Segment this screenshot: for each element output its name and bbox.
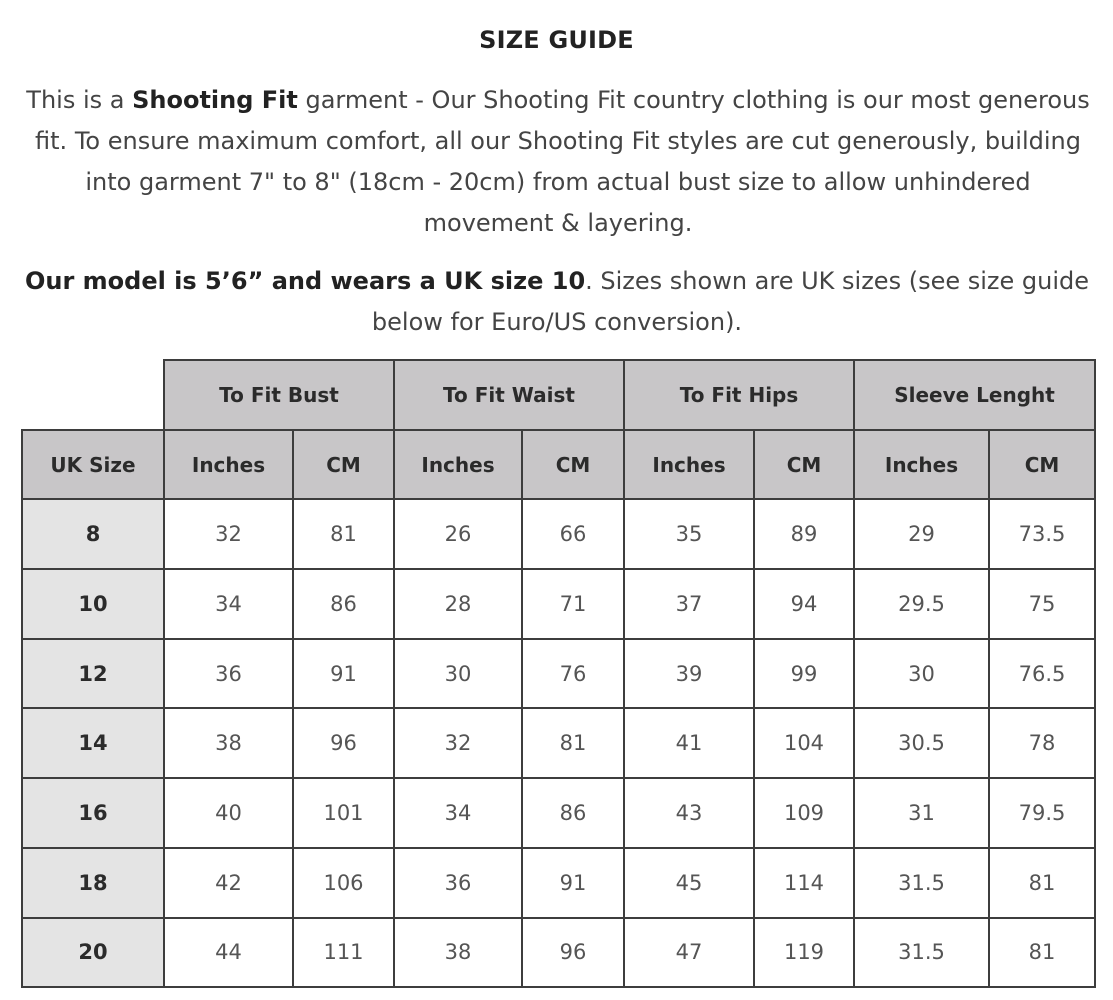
hips-inches-cell: 45 (624, 848, 754, 918)
hips-cm-cell: 109 (754, 778, 854, 848)
waist-inches-header: Inches (394, 430, 522, 500)
bust-inches-cell: 34 (164, 569, 293, 639)
hips-cm-cell: 94 (754, 569, 854, 639)
bust-inches-cell: 36 (164, 639, 293, 709)
bust-inches-cell: 44 (164, 918, 293, 988)
group-header-sleeve: Sleeve Lenght (854, 360, 1095, 430)
sleeve-cm-cell: 75 (989, 569, 1095, 639)
waist-inches-cell: 28 (394, 569, 522, 639)
bust-cm-cell: 111 (293, 918, 394, 988)
waist-cm-cell: 76 (522, 639, 624, 709)
waist-cm-cell: 96 (522, 918, 624, 988)
bust-cm-cell: 86 (293, 569, 394, 639)
waist-inches-cell: 26 (394, 499, 522, 569)
waist-inches-cell: 30 (394, 639, 522, 709)
hips-inches-header: Inches (624, 430, 754, 500)
table-row (22, 918, 1095, 988)
table-row (22, 569, 1095, 639)
size-table (21, 359, 1096, 988)
model-rest: . Sizes shown are UK sizes (see size guide below for Euro/US conversion). (371, 267, 1090, 336)
hips-inches-cell: 47 (624, 918, 754, 988)
sleeve-cm-cell: 81 (989, 848, 1095, 918)
sleeve-inches-header: Inches (854, 430, 989, 500)
intro-fit-name: Shooting Fit (132, 86, 298, 114)
hips-cm-cell: 104 (754, 708, 854, 778)
waist-cm-header: CM (522, 430, 624, 500)
waist-cm-cell: 91 (522, 848, 624, 918)
sleeve-inches-cell: 30 (854, 639, 989, 709)
waist-inches-cell: 34 (394, 778, 522, 848)
uk-size-cell: 8 (22, 499, 164, 569)
uk-size-cell: 18 (22, 848, 164, 918)
waist-inches-cell: 38 (394, 918, 522, 988)
hips-cm-cell: 99 (754, 639, 854, 709)
sleeve-cm-cell: 79.5 (989, 778, 1095, 848)
table-row (22, 708, 1095, 778)
sleeve-cm-cell: 73.5 (989, 499, 1095, 569)
table-row (22, 639, 1095, 709)
waist-cm-cell: 81 (522, 708, 624, 778)
hips-cm-cell: 114 (754, 848, 854, 918)
bust-inches-cell: 38 (164, 708, 293, 778)
group-header-hips: To Fit Hips (624, 360, 854, 430)
bust-inches-cell: 42 (164, 848, 293, 918)
bust-inches-cell: 32 (164, 499, 293, 569)
sleeve-inches-cell: 30.5 (854, 708, 989, 778)
table-row (22, 848, 1095, 918)
hips-inches-cell: 37 (624, 569, 754, 639)
blank-corner (22, 360, 164, 430)
uk-size-cell: 16 (22, 778, 164, 848)
uk-size-cell: 12 (22, 639, 164, 709)
hips-inches-cell: 35 (624, 499, 754, 569)
unit-header-row (22, 430, 1095, 500)
hips-cm-header: CM (754, 430, 854, 500)
hips-cm-cell: 89 (754, 499, 854, 569)
sleeve-inches-cell: 31 (854, 778, 989, 848)
group-header-row (22, 360, 1095, 430)
sleeve-cm-cell: 76.5 (989, 639, 1095, 709)
uk-size-cell: 10 (22, 569, 164, 639)
sleeve-inches-cell: 31.5 (854, 848, 989, 918)
waist-inches-cell: 36 (394, 848, 522, 918)
intro-prefix: This is a (26, 86, 133, 114)
waist-cm-cell: 71 (522, 569, 624, 639)
model-info: Our model is 5’6” and wears a UK size 10 (24, 267, 586, 295)
sleeve-inches-cell: 29.5 (854, 569, 989, 639)
uk-size-cell: 20 (22, 918, 164, 988)
table-row (22, 778, 1095, 848)
group-header-waist: To Fit Waist (394, 360, 624, 430)
page-title: SIZE GUIDE (479, 26, 634, 54)
uk-size-cell: 14 (22, 708, 164, 778)
bust-inches-cell: 40 (164, 778, 293, 848)
intro-paragraph (20, 80, 1096, 244)
bust-cm-cell: 106 (293, 848, 394, 918)
group-header-bust: To Fit Bust (164, 360, 394, 430)
bust-cm-cell: 91 (293, 639, 394, 709)
hips-inches-cell: 41 (624, 708, 754, 778)
waist-cm-cell: 66 (522, 499, 624, 569)
bust-inches-header: Inches (164, 430, 293, 500)
sleeve-cm-cell: 78 (989, 708, 1095, 778)
waist-cm-cell: 86 (522, 778, 624, 848)
waist-inches-cell: 32 (394, 708, 522, 778)
bust-cm-cell: 101 (293, 778, 394, 848)
hips-inches-cell: 43 (624, 778, 754, 848)
model-paragraph (10, 261, 1104, 343)
intro-rest: garment - Our Shooting Fit country clothing is our most generous fit. To ensure maximum comfort, all our Shooting Fit styles are cut generously, building into garment 7" to 8" (18cm - 20cm) from actual bust size to allow unhindered movement & layering. (35, 86, 1090, 237)
hips-cm-cell: 119 (754, 918, 854, 988)
bust-cm-cell: 81 (293, 499, 394, 569)
bust-cm-cell: 96 (293, 708, 394, 778)
hips-inches-cell: 39 (624, 639, 754, 709)
sleeve-cm-cell: 81 (989, 918, 1095, 988)
uk-size-header: UK Size (22, 430, 164, 500)
table-row (22, 499, 1095, 569)
sleeve-inches-cell: 29 (854, 499, 989, 569)
bust-cm-header: CM (293, 430, 394, 500)
sleeve-inches-cell: 31.5 (854, 918, 989, 988)
sleeve-cm-header: CM (989, 430, 1095, 500)
